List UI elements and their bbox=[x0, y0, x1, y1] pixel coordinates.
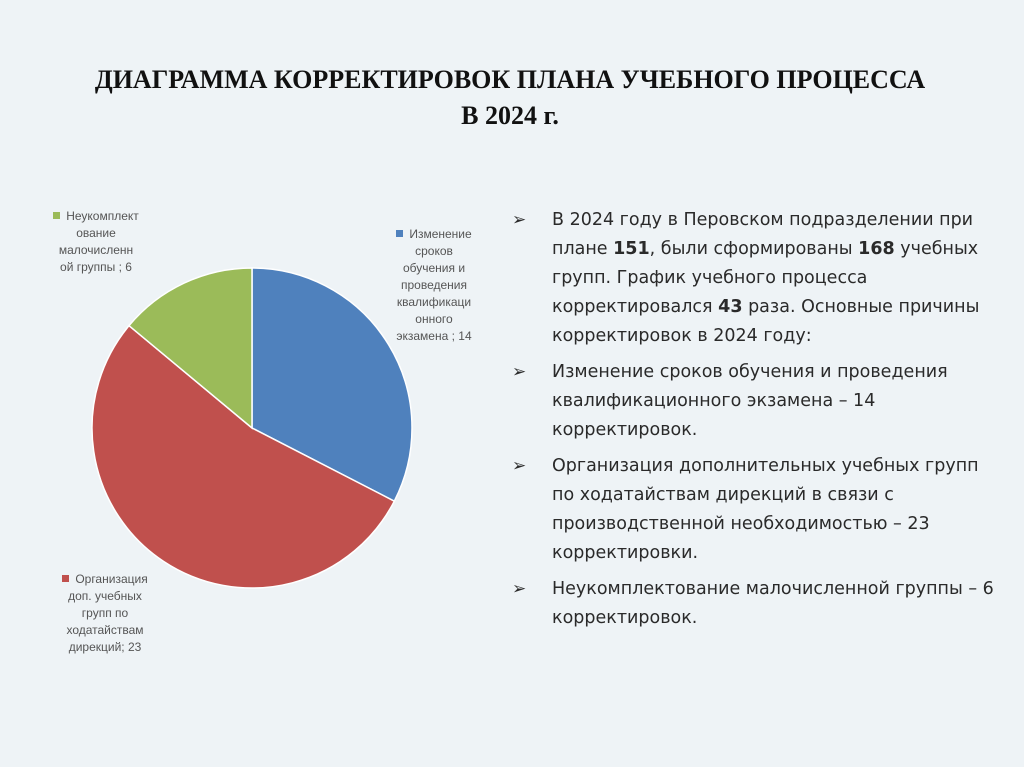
bullet-text: В 2024 году в Перовском подразделении при плане bbox=[552, 210, 974, 259]
legend-label-additional-groups: Организация доп. учебных групп по ходатайствам дирекций; 23 bbox=[66, 572, 148, 654]
bullet-text: Организация дополнительных учебных групп по ходатайствам дирекций в связи с производственной необходимостью – 23 корректировки. bbox=[552, 456, 979, 563]
arrow-bullet-icon: ➢ bbox=[512, 362, 527, 382]
bullet-text: учебных групп. График учебного процесса корректировался bbox=[552, 239, 979, 317]
arrow-bullet-icon: ➢ bbox=[512, 579, 527, 599]
bullet-emphasis: 43 bbox=[718, 297, 743, 317]
bullet-item bbox=[512, 452, 1006, 568]
legend-swatch-blue bbox=[396, 230, 403, 237]
slide-title-line-2: В 2024 г. bbox=[461, 101, 559, 130]
bullet-emphasis: 151 bbox=[613, 239, 650, 259]
legend-swatch-green bbox=[53, 212, 60, 219]
bullet-text: Изменение сроков обучения и проведения квалификационного экзамена – 14 корректировок. bbox=[552, 362, 948, 440]
bullet-emphasis: 168 bbox=[858, 239, 895, 259]
bullet-item bbox=[512, 206, 1006, 351]
bullet-text: , были сформированы bbox=[649, 239, 859, 259]
slide-title-line-1: ДИАГРАММА КОРРЕКТИРОВОК ПЛАНА УЧЕБНОГО ПРОЦЕССА bbox=[94, 65, 926, 94]
legend-swatch-red bbox=[62, 575, 69, 582]
bullet-text: раза. Основные причины корректировок в 2024 году: bbox=[552, 297, 980, 346]
legend-entry-schedule-change bbox=[372, 226, 496, 345]
arrow-bullet-icon: ➢ bbox=[512, 210, 527, 230]
arrow-bullet-icon: ➢ bbox=[512, 456, 527, 476]
legend-label-schedule-change: Изменение сроков обучения и проведения квалификаци онного экзамена ; 14 bbox=[396, 227, 472, 343]
bullet-list bbox=[512, 206, 1006, 640]
bullet-item bbox=[512, 575, 1006, 633]
bullet-item bbox=[512, 358, 1006, 445]
bullet-text: Неукомплектование малочисленной группы – 6 корректировок. bbox=[552, 579, 994, 628]
slide-title bbox=[30, 62, 990, 134]
legend-entry-additional-groups bbox=[40, 571, 170, 656]
legend-label-small-group: Неукомплект ование малочисленн ой группы ; 6 bbox=[58, 209, 139, 274]
legend-entry-small-group bbox=[36, 208, 156, 276]
